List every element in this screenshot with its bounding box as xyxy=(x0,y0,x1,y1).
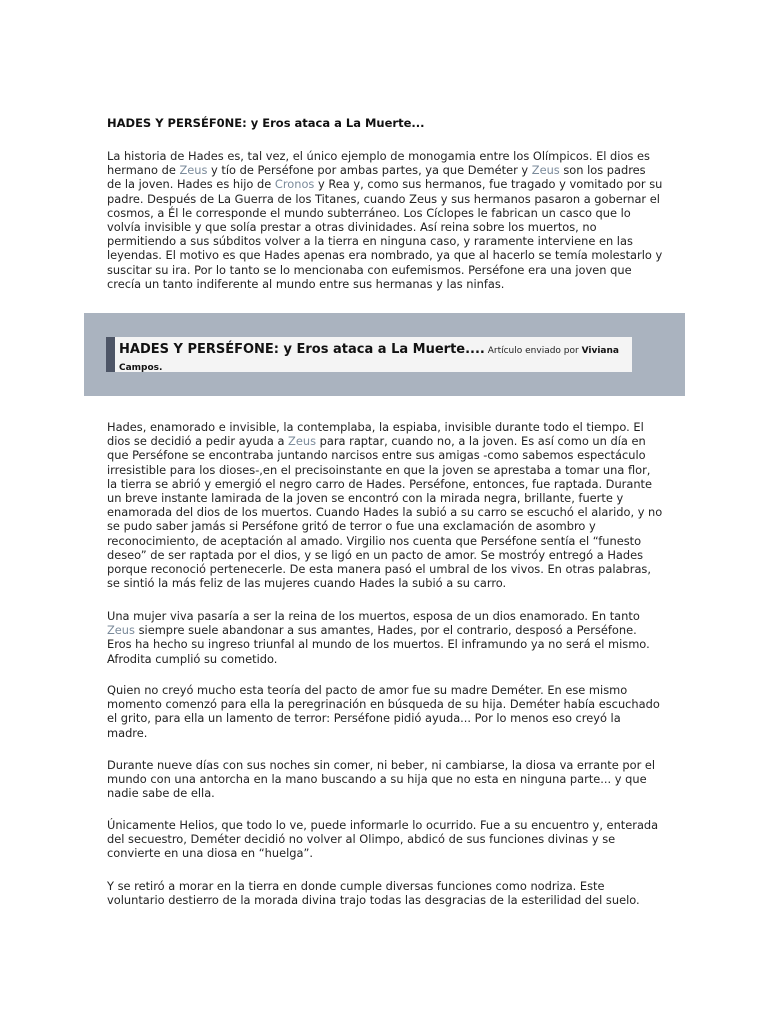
banner-line xyxy=(119,359,628,374)
text: y Rea y, como sus hermanos, fue tragado y vomitado por su padre. Después de La Guerra de los Titanes, cuando Zeus y sus hermanos pasaron a gobernar el cosmos, a Él le corresponde el mundo subterráneo. Los Cíclopes le fabrican un casco que lo volvía invisible y que solía prestar a otras divinidades. Así reina sobre los muertos, no permitiendo a sus súbditos volver a la tierra en ninguna caso, y raramente interviene en las leyendas. El motivo es que Hades apenas era nombrado, ya que al hacerlo se temía molestarlo y suscitar su ira. Por lo tanto se lo mencionaba con eufemismos. Perséfone era una joven que crecía un tanto indiferente al mundo entre sus hermanas y las ninfas. xyxy=(107,177,663,291)
text: para raptar, cuando no, a la joven. Es así como un día en que Perséfone se encontraba juntando narcisos entre sus amigas -como sabemos espectáculo irresistible para los dioses-,en el precisoinstante en que la joven se aprestaba a tomar una flor, la tierra se abrió y emergió el negro carro de Hades. Perséfone, entonces, fue raptada. Durante un breve instante lamirada de la joven se encontró con la mirada negra, brillante, fuerte y enamorada del dios de los muertos. Cuando Hades la subió a su carro se escuchó el alarido, y no se pudo saber jamás si Perséfone gritó de terror o fue una exclamación de asombro y reconocimiento, de aceptación al amado. Virgilio nos cuenta que Perséfone sentía el “funesto deseo” de ser raptada por el dios, y se ligó en un pacto de amor. Se mostróy entregó a Hades porque reconoció pertenecerle. De esta manera pasó el umbral de los vivos. En otras palabras, se sintió la más feliz de las mujeres cuando Hades la subió a su carro. xyxy=(107,434,663,591)
banner-box xyxy=(106,337,632,372)
cronos-link[interactable]: Cronos xyxy=(274,177,315,192)
paragraph-3 xyxy=(107,609,663,666)
banner-title: HADES Y PERSÉFONE: y Eros ataca a La Muerte.... xyxy=(119,342,485,357)
text: y tío de Perséfone por ambas partes, ya que Deméter y xyxy=(207,163,532,178)
text: Hades, enamorado e invisible, la contemplaba, la espiaba, invisible durante todo el tiempo. El dios se decidió a pedir ayuda a xyxy=(107,420,644,449)
intro-paragraph xyxy=(107,149,663,291)
banner-note: Artículo enviado por xyxy=(484,346,582,356)
banner-author-first: Viviana xyxy=(581,346,619,356)
zeus-link[interactable]: Zeus xyxy=(288,434,317,449)
zeus-link[interactable]: Zeus xyxy=(179,163,208,178)
article-banner xyxy=(84,313,685,396)
banner-author-last: Campos. xyxy=(119,363,163,373)
paragraph-6: Únicamente Helios, que todo lo ve, puede informarle lo ocurrido. Fue a su encuentro y, enterada del secuestro, Deméter decidió no volver al Olimpo, abdicó de sus funciones divinas y se convierte en una diosa en “huelga”. xyxy=(107,818,659,861)
text: son los padres de la joven. Hades es hijo de xyxy=(107,163,646,192)
zeus-link[interactable]: Zeus xyxy=(107,623,135,638)
document-title: HADES Y PERSÉF0NE: y Eros ataca a La Muerte... xyxy=(107,116,425,130)
paragraph-5: Durante nueve días con sus noches sin comer, ni beber, ni cambiarse, la diosa va errante por el mundo con una antorcha en la mano buscando a su hija que no esta en ninguna parte... y que nadie sabe de ella. xyxy=(107,758,656,801)
zeus-link[interactable]: Zeus xyxy=(531,163,560,178)
text: siempre suele abandonar a sus amantes, Hades, por el contrario, desposó a Perséfone. Eros ha hecho su ingreso triunfal al mundo de los muertos. El inframundo ya no será el mismo. Afrodita cumplió su cometido. xyxy=(107,623,650,666)
text: La historia de Hades es, tal vez, el único ejemplo de monogamia entre los Olímpicos. El dios es hermano de xyxy=(107,149,650,178)
paragraph-4: Quien no creyó mucho esta teoría del pacto de amor fue su madre Deméter. En ese mismo momento comenzó para ella la peregrinación en búsqueda de su hija. Deméter había escuchado el grito, para ella un lamento de terror: Perséfone pidió ayuda... Por lo menos eso creyó la madre. xyxy=(107,683,660,740)
paragraph-7: Y se retiró a morar en la tierra en donde cumple diversas funciones como nodriza. Este voluntario destierro de la morada divina trajo todas las desgracias de la esterilidad del suelo. xyxy=(107,879,640,908)
paragraph-2 xyxy=(107,420,663,590)
text: Una mujer viva pasaría a ser la reina de los muertos, esposa de un dios enamorado. En tanto xyxy=(107,609,640,623)
banner-line xyxy=(119,340,628,359)
